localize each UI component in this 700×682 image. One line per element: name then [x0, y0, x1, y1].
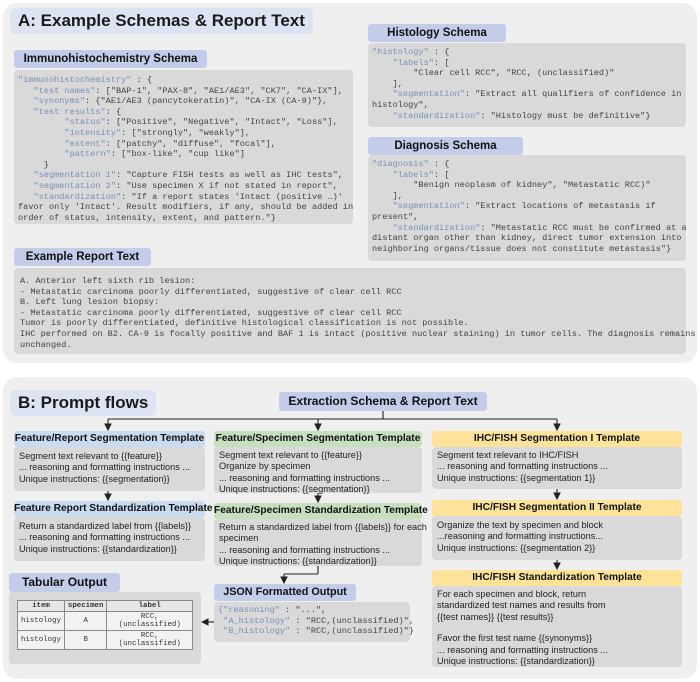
template-line: Unique instructions: {{segmentation 2}} — [437, 542, 596, 553]
diagnosis-schema-title: Diagnosis Schema — [368, 137, 523, 155]
code-value: : ["box-like", "cup like"] — [110, 149, 245, 160]
template-line: Unique instructions: {{segmentation 1}} — [437, 472, 596, 483]
code-key: "standardization" — [18, 191, 122, 202]
code-value: } — [18, 159, 49, 170]
col2-seg-title: Feature/Specimen Segmentation Template — [214, 431, 422, 447]
code-key: "B_histology" — [218, 626, 291, 637]
code-value: : ["BAP-1", "PAX-8", "AE1/AE3", "CK7", "CA-IX"], — [95, 85, 343, 96]
code-value: : "Use specimen X if not stated in report", — [116, 180, 338, 191]
template-line: Return a standardized label from {{labels}} for each — [219, 522, 427, 532]
code-key: "segmentation" — [372, 89, 465, 100]
table-cell: A — [64, 612, 106, 631]
code-key: "labels" — [372, 169, 434, 180]
code-value: ], — [372, 190, 403, 201]
template-line: Unique instructions: {{segmentation}} — [19, 473, 170, 484]
code-value: : "Extract all qualifiers of confidence in — [464, 89, 682, 100]
code-value: ], — [372, 78, 403, 89]
template-line: standardized test names and results from — [437, 600, 606, 611]
code-value: histology", — [372, 99, 429, 110]
report-line: IHC performed on B2. CA-9 is focally positive and BAF 1 is intact (positive nuclear staining) in tumor cells. The diagnosis remains — [20, 328, 696, 339]
col3-seg1-title: IHC/FISH Segmentation I Template — [432, 431, 682, 447]
template-line: Segment text relevant to {{feature}} — [219, 450, 363, 460]
code-value: : "Extract locations of metastasis if — [464, 201, 656, 212]
code-key: "test names" — [18, 85, 96, 96]
template-line: ... reasoning and formatting instructions ... — [437, 461, 609, 472]
code-key: "segmentation" — [372, 201, 465, 212]
template-line: Unique instructions: {{standardization}} — [437, 656, 595, 667]
code-value: : [ — [433, 169, 450, 180]
code-value: : "...", — [279, 605, 327, 615]
col3-seg2-title: IHC/FISH Segmentation II Template — [432, 500, 682, 516]
col1-seg-title: Feature/Report Segmentation Template — [14, 431, 205, 447]
template-line: Segment text relevant to IHC/FISH — [437, 450, 579, 460]
code-value: neighboring organs/tissue does not constitute metastasis"} — [372, 243, 672, 254]
col2-std-title: Feature/Specimen Standardization Template — [214, 503, 422, 519]
code-value: : "RCC,(unclassified)", — [290, 615, 414, 626]
code-value: : {"AE1/AE3 (pancytokeratin)", "CA-IX (CA-9)"}, — [85, 96, 328, 107]
report-line: A. Anterior left sixth rib lesion: — [20, 276, 196, 286]
template-line: Unique instructions: {{standardization}} — [219, 556, 377, 567]
table-cell: B — [64, 631, 106, 650]
panel-b-title: B: Prompt flows — [10, 390, 156, 416]
table-cell: histology — [18, 612, 65, 631]
template-line: Organize the text by specimen and block — [437, 520, 603, 530]
template-line: Favor the first test name {{synonyms}} — [437, 633, 593, 644]
code-key: {"reasoning" — [218, 605, 280, 615]
code-value: : "Capture FISH tests as well as IHC tests", — [116, 170, 343, 181]
code-value: "Clear cell RCC", "RCC, (unclassified)" — [372, 68, 615, 79]
root-node: Extraction Schema & Report Text — [279, 392, 487, 411]
template-line: specimen — [219, 533, 259, 544]
code-key: "labels" — [372, 57, 434, 68]
template-line: Segment text relevant to {{feature}} — [19, 451, 163, 461]
code-key: "A_histology" — [218, 615, 291, 626]
code-key: "standardization" — [372, 222, 481, 233]
col3-std-title: IHC/FISH Standardization Template — [432, 570, 682, 586]
json-output-title: JSON Formatted Output — [214, 584, 356, 601]
code-key: "segmentation 2" — [18, 180, 116, 191]
code-key: "status" — [18, 117, 106, 128]
report-line: - Metastatic carcinoma poorly differentiated, suggestive of clear cell RCC — [20, 286, 402, 297]
table-header: item — [18, 601, 65, 612]
panel-a-title: A: Example Schemas & Report Text — [10, 8, 313, 34]
template-line: ... reasoning and formatting instructions ... — [19, 462, 191, 473]
report-line: - Metastatic carcinoma poorly differentiated, suggestive of clear cell RCC — [20, 307, 402, 318]
table-cell: histology — [18, 631, 65, 650]
histology-schema-title: Histology Schema — [368, 24, 506, 42]
code-key: "histology" — [372, 47, 429, 57]
code-key: "standardization" — [372, 110, 481, 121]
template-line: Return a standardized label from {{labels}} — [19, 521, 192, 531]
code-value: : "Histology must be definitive"} — [480, 110, 651, 121]
code-key: "pattern" — [18, 149, 111, 160]
code-key: "extent" — [18, 138, 106, 149]
code-value: distant organ other than kidney, direct tumor extension into — [372, 233, 682, 244]
code-value: : "If a report states 'Intact (positive …)' — [121, 191, 343, 202]
code-value: order of status, intensity, extent, and pattern."} — [18, 212, 276, 223]
code-value: : [ — [433, 57, 450, 68]
template-line: ... reasoning and formatting instructions ... — [219, 544, 391, 555]
report-line: Tumor is poorly differentiated, definitive histological classification is not possible. — [20, 318, 469, 329]
template-line: ...reasoning and formatting instructions... — [437, 531, 603, 542]
code-value: : ["patchy", "diffuse", "focal"], — [105, 138, 276, 149]
code-key: "test results" — [18, 106, 106, 117]
template-line: {{test names}} {{test results}} — [437, 611, 554, 622]
code-value: : { — [105, 106, 122, 117]
code-value: : ["Positive", "Negative", "Intact", "Loss"], — [105, 117, 338, 128]
template-line: ... reasoning and formatting instructions ... — [437, 644, 609, 655]
table-cell: RCC, (unclassified) — [107, 631, 193, 650]
code-value: : { — [131, 75, 153, 85]
tabular-output-title: Tabular Output — [9, 573, 120, 592]
template-line: Unique instructions: {{segmentation}} — [219, 484, 370, 495]
template-line: ... reasoning and formatting instructions ... — [19, 532, 191, 543]
code-value: : "Metastatic RCC must be confirmed at a — [480, 222, 687, 233]
code-key: "diagnosis" — [372, 159, 429, 169]
template-line: For each specimen and block, return — [437, 589, 587, 599]
ihc-schema-title: Immunohistochemistry Schema — [14, 50, 207, 68]
code-value: favor only 'Intact'. Result modifiers, if any, should be added in — [18, 202, 354, 213]
code-value: : { — [428, 159, 450, 169]
report-line: unchanged. — [20, 339, 72, 350]
code-value: : { — [428, 47, 450, 57]
table-cell: RCC, (unclassified) — [107, 612, 193, 631]
template-line: ... reasoning and formatting instructions ... — [219, 472, 391, 483]
table-header: specimen — [64, 601, 106, 612]
code-value: : "RCC,(unclassified)"} — [290, 626, 414, 637]
code-key: "synonyms" — [18, 96, 86, 107]
table-header: label — [107, 601, 193, 612]
code-key: "immunohistochemistry" — [18, 75, 132, 85]
col1-std-title: Feature Report Standardization Template — [14, 501, 205, 517]
template-line: Organize by specimen — [219, 461, 311, 472]
code-key: "segmentation 1" — [18, 170, 116, 181]
report-line: B. Left lung lesion biopsy: — [20, 297, 160, 308]
code-value: : ["strongly", "weakly"], — [121, 127, 251, 138]
code-value: present", — [372, 211, 419, 222]
report-text-title: Example Report Text — [14, 248, 151, 266]
code-value: "Benign neoplasm of kidney", "Metastatic RCC)" — [372, 180, 651, 191]
template-line: Unique instructions: {{standardization}} — [19, 543, 177, 554]
code-key: "intensity" — [18, 127, 122, 138]
